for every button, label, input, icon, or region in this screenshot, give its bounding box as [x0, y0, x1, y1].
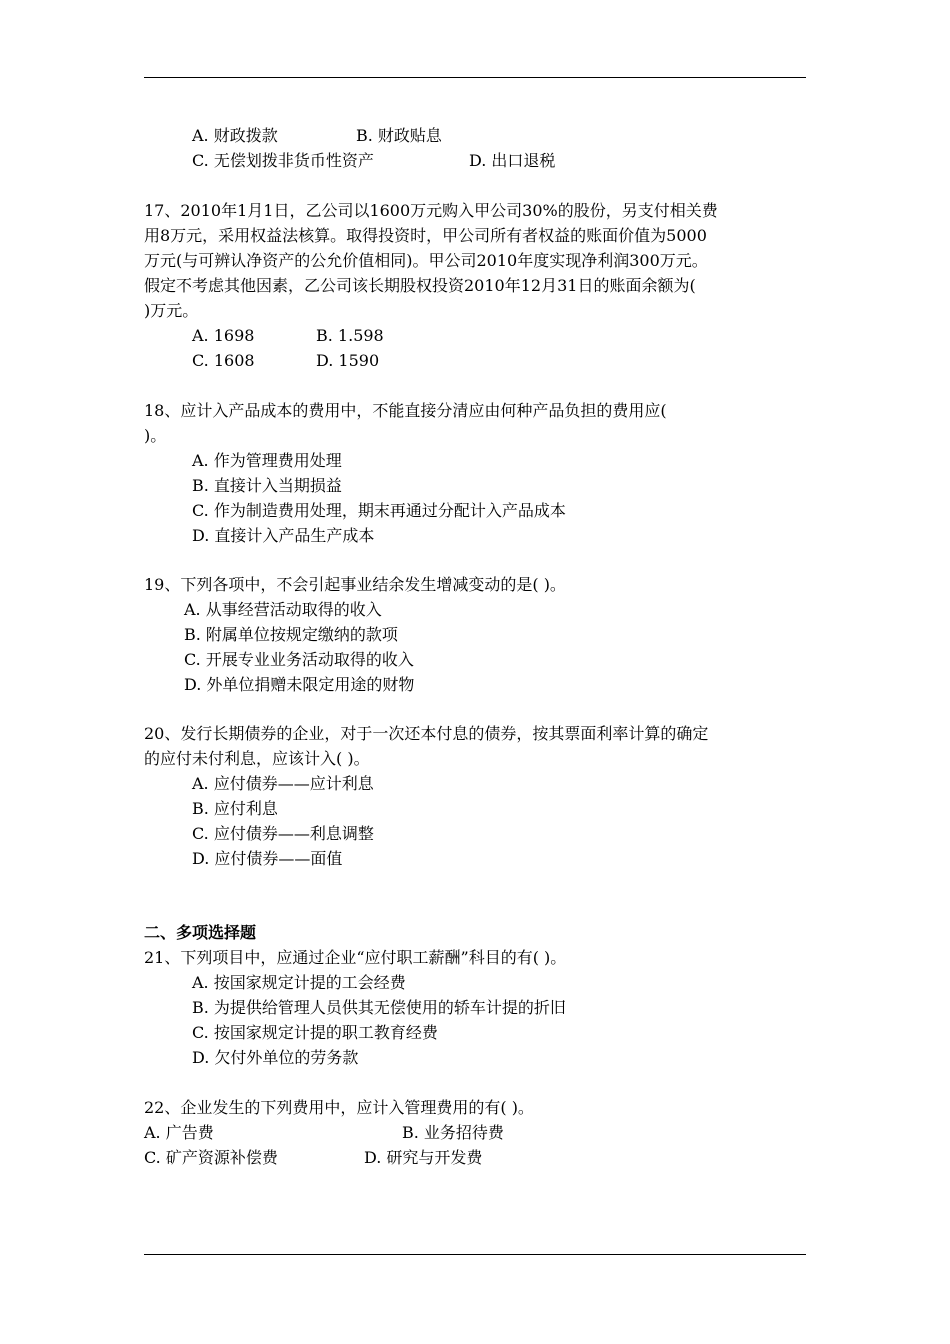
q20-option-d: D. 应付债券——面值	[192, 849, 343, 868]
q19-option-c: C. 开展专业业务活动取得的收入	[184, 650, 414, 669]
q17-option-d: D. 1590	[316, 351, 380, 370]
q20-stem-line-1: 20、发行长期债券的企业，对于一次还本付息的债券，按其票面利率计算的确定	[144, 724, 709, 743]
header-rule	[144, 77, 806, 78]
q16-option-c: C. 无偿划拨非货币性资产	[192, 151, 374, 170]
q18-option-d: D. 直接计入产品生产成本	[192, 526, 375, 545]
q18-option-c: C. 作为制造费用处理，期末再通过分配计入产品成本	[192, 501, 566, 520]
q17-stem-line-5: )万元。	[144, 301, 199, 320]
q19-option-b: B. 附属单位按规定缴纳的款项	[184, 625, 398, 644]
q16-option-b: B. 财政贴息	[356, 126, 442, 145]
q21-option-d: D. 欠付外单位的劳务款	[192, 1048, 359, 1067]
q19-option-d: D. 外单位捐赠未限定用途的财物	[184, 675, 415, 694]
q17-stem-line-2: 用8万元，采用权益法核算。取得投资时，甲公司所有者权益的账面价值为5000	[144, 226, 707, 245]
q21-option-a: A. 按国家规定计提的工会经费	[192, 973, 406, 992]
q17-option-b: B. 1.598	[316, 326, 384, 345]
q22-option-a: A. 广告费	[144, 1123, 214, 1142]
section-heading: 二、多项选择题	[144, 923, 257, 942]
q18-option-b: B. 直接计入当期损益	[192, 476, 342, 495]
q22-stem: 22、企业发生的下列费用中，应计入管理费用的有( )。	[144, 1098, 534, 1117]
q19-stem: 19、下列各项中，不会引起事业结余发生增减变动的是( )。	[144, 575, 566, 594]
q18-stem-line-1: 18、应计入产品成本的费用中，不能直接分清应由何种产品负担的费用应(	[144, 401, 667, 420]
q20-option-b: B. 应付利息	[192, 799, 278, 818]
q17-stem-line-4: 假定不考虑其他因素，乙公司该长期股权投资2010年12月31日的账面余额为(	[144, 276, 696, 295]
q17-stem-line-3: 万元(与可辨认净资产的公允价值相同)。甲公司2010年度实现净利润300万元。	[144, 251, 708, 270]
q17-option-a: A. 1698	[192, 326, 255, 345]
footer-rule	[144, 1254, 806, 1255]
q21-stem: 21、下列项目中，应通过企业“应付职工薪酬”科目的有( )。	[144, 948, 567, 967]
q17-option-c: C. 1608	[192, 351, 255, 370]
q17-stem-line-1: 17、2010年1月1日，乙公司以1600万元购入甲公司30%的股份，另支付相关费	[144, 201, 718, 220]
q18-stem-line-2: )。	[144, 426, 167, 445]
q16-option-d: D. 出口退税	[469, 151, 556, 170]
q21-option-b: B. 为提供给管理人员供其无偿使用的轿车计提的折旧	[192, 998, 566, 1017]
q18-option-a: A. 作为管理费用处理	[192, 451, 342, 470]
q22-option-d: D. 研究与开发费	[364, 1148, 483, 1167]
q21-option-c: C. 按国家规定计提的职工教育经费	[192, 1023, 438, 1042]
q22-option-b: B. 业务招待费	[402, 1123, 504, 1142]
q20-option-a: A. 应付债券——应计利息	[192, 774, 374, 793]
q20-stem-line-2: 的应付未付利息，应该计入( )。	[144, 749, 370, 768]
q22-option-c: C. 矿产资源补偿费	[144, 1148, 278, 1167]
q20-option-c: C. 应付债券——利息调整	[192, 824, 374, 843]
q19-option-a: A. 从事经营活动取得的收入	[184, 600, 382, 619]
q16-option-a: A. 财政拨款	[192, 126, 278, 145]
